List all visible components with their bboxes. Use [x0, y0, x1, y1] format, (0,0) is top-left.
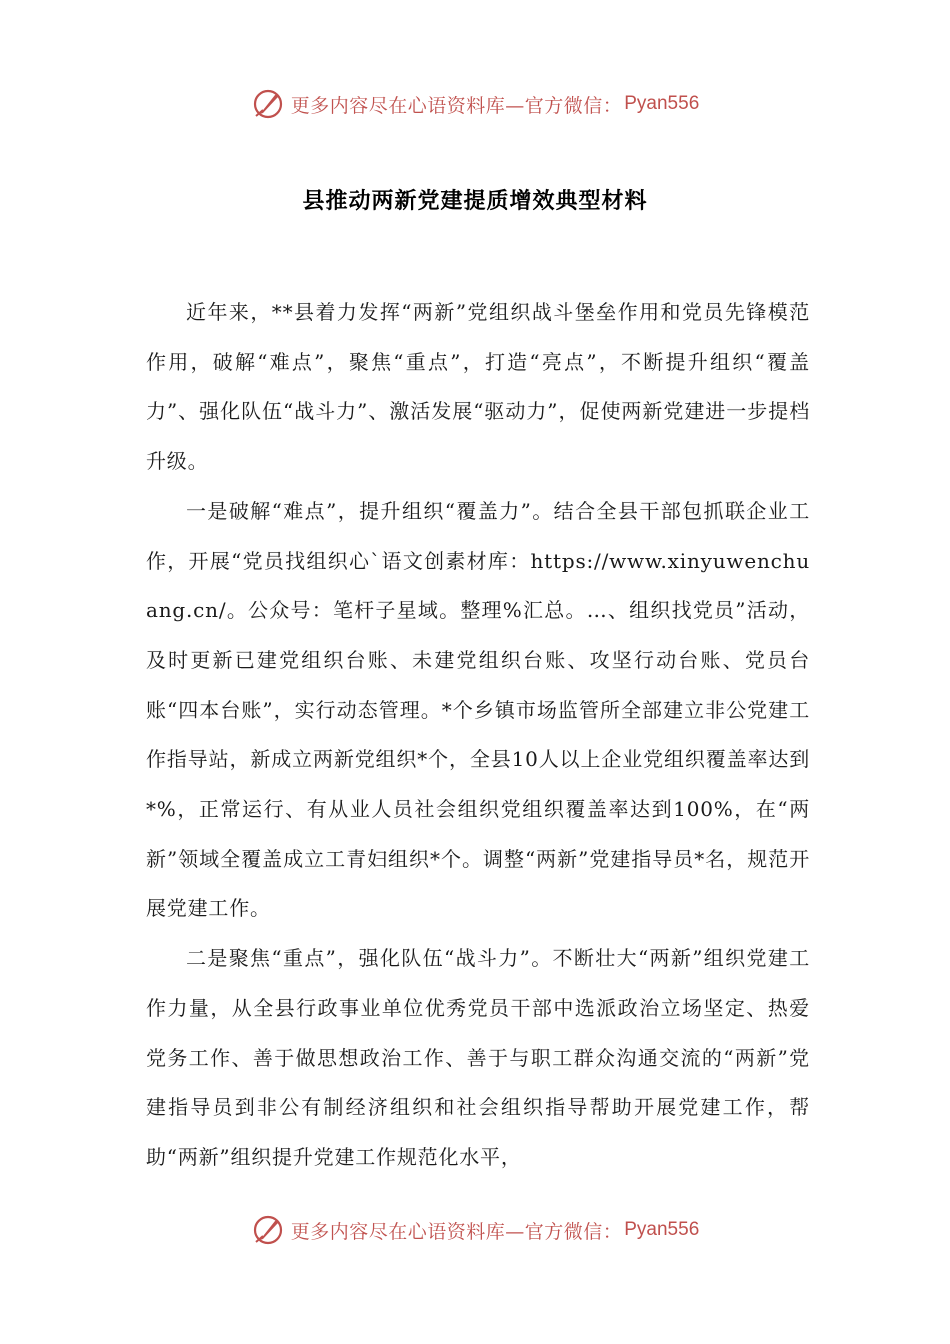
watermark-wechat-id: Pyan556 — [624, 1219, 700, 1240]
quill-pen-logo-icon — [251, 1213, 285, 1247]
paragraph-section-2: 二是聚焦“重点”，强化队伍“战斗力”。不断壮大“两新”组织党建工作力量，从全县行政事业单位优秀党员干部中选派政治立场坚定、热爱党务工作、善于做思想政治工作、善于与职工群众沟通交流的“两新”党建指导员到非公有制经济组织和社会组织指导帮助开展党建工作，帮助“两新”组织提升党建工作规范化水平， — [146, 946, 810, 1169]
paragraph-section-1: 一是破解“难点”，提升组织“覆盖力”。结合全县干部包抓联企业工作，开展“党员找组织心`语文创素材库：https://www.xinyuwenchuang.cn/。公众号：笔杆子星域。整理%汇总。…、组织找党员”活动，及时更新已建党组织台账、未建党组织台账、攻坚行动台账、党员台账“四本台账”，实行动态管理。*个乡镇市场监管所全部建立非公党建工作指导站，新成立两新党组织*个，全县10人以上企业党组织覆盖率达到*%，正常运行、有从业人员社会组织党组织覆盖率达到100%，在“两新”领域全覆盖成立工青妇组织*个。调整“两新”党建指导员*名，规范开展党建工作。 — [146, 498, 810, 921]
quill-pen-logo-icon — [251, 87, 285, 121]
footer-watermark — [0, 1210, 950, 1250]
watermark-wechat-id: Pyan556 — [624, 93, 700, 114]
header-watermark — [0, 84, 950, 124]
paragraph-intro: 近年来，**县着力发挥“两新”党组织战斗堡垒作用和党员先锋模范作用，破解“难点”，聚焦“重点”，打造“亮点”，不断提升组织“覆盖力”、强化队伍“战斗力”、激活发展“驱动力”，促使两新党建进一步提档升级。 — [146, 300, 810, 474]
watermark-text: 更多内容尽在心语资料库—官方微信： — [290, 1220, 623, 1243]
document-title: 县推动两新党建提质增效典型材料 — [302, 189, 648, 214]
document-body — [146, 288, 810, 1183]
watermark-text: 更多内容尽在心语资料库—官方微信： — [290, 94, 623, 117]
